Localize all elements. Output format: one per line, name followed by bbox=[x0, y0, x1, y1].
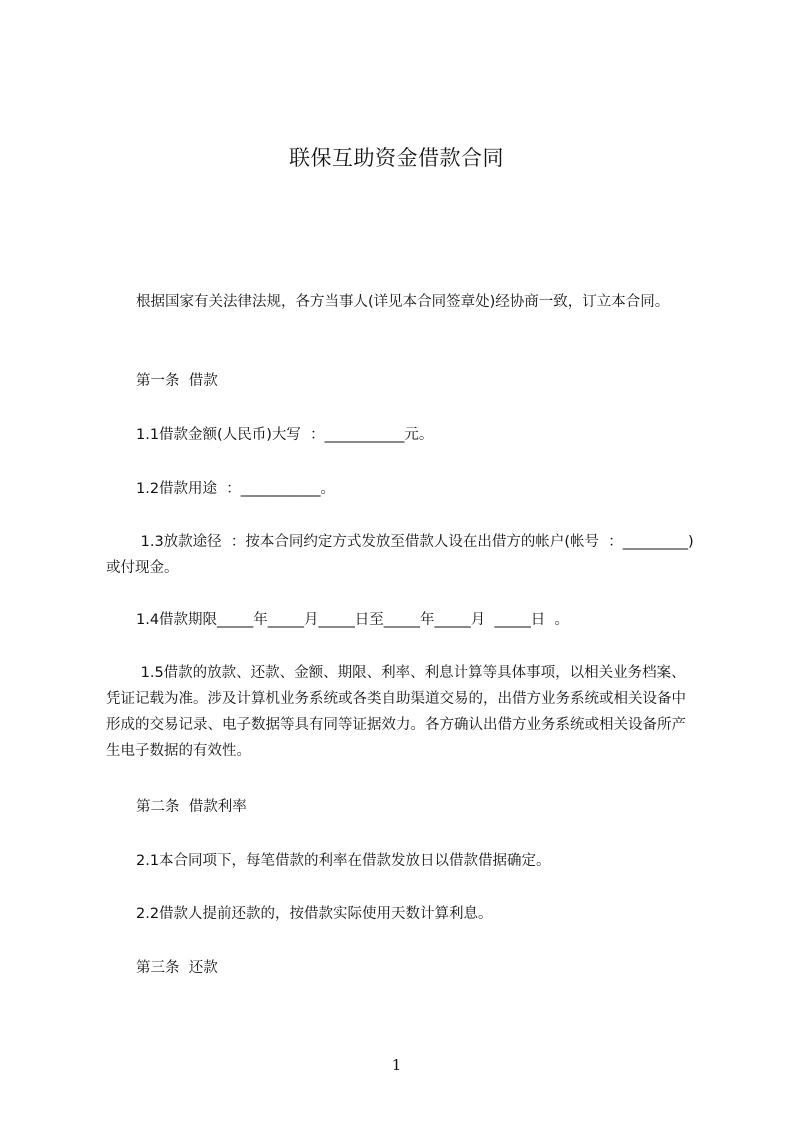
clause-1-1: 1.1借款金额(人民币)大写 ：___________元。 bbox=[136, 427, 434, 443]
section-heading-1: 第一条 借款 bbox=[136, 373, 218, 389]
clause-1-4: 1.4借款期限_____年_____月_____日至_____年_____月 _____日 。 bbox=[136, 612, 569, 628]
document-title: 联保互助资金借款合同 bbox=[289, 146, 504, 170]
clause-1-3: 1.3放款途径 ：按本合同约定方式发放至借款人设在出借方的帐户(帐号 ：_________)或付现金。 bbox=[106, 534, 694, 576]
section-heading-3: 第三条 还款 bbox=[136, 960, 218, 976]
page-number: 1 bbox=[391, 1056, 402, 1074]
intro-paragraph: 根据国家有关法律法规，各方当事人(详见本合同签章处)经协商一致，订立本合同。 bbox=[136, 294, 670, 310]
clause-2-2: 2.2借款人提前还款的，按借款实际使用天数计算利息。 bbox=[136, 906, 493, 922]
clause-2-1: 2.1本合同项下，每笔借款的利率在借款发放日以借款借据确定。 bbox=[136, 853, 551, 869]
clause-1-5: 1.5借款的放款、还款、金额、期限、利率、利息计算等具体事项，以相关业务档案、凭证记载为准。涉及计算机业务系统或各类自助渠道交易的，出借方业务系统或相关设备中形成的交易记录、电子数据等具有同等证据效力。各方确认出借方业务系统或相关设备所产生电子数据的有效性。 bbox=[106, 665, 686, 759]
section-heading-2: 第二条 借款利率 bbox=[136, 799, 247, 815]
clause-1-2: 1.2借款用途 ：___________。 bbox=[136, 481, 336, 497]
